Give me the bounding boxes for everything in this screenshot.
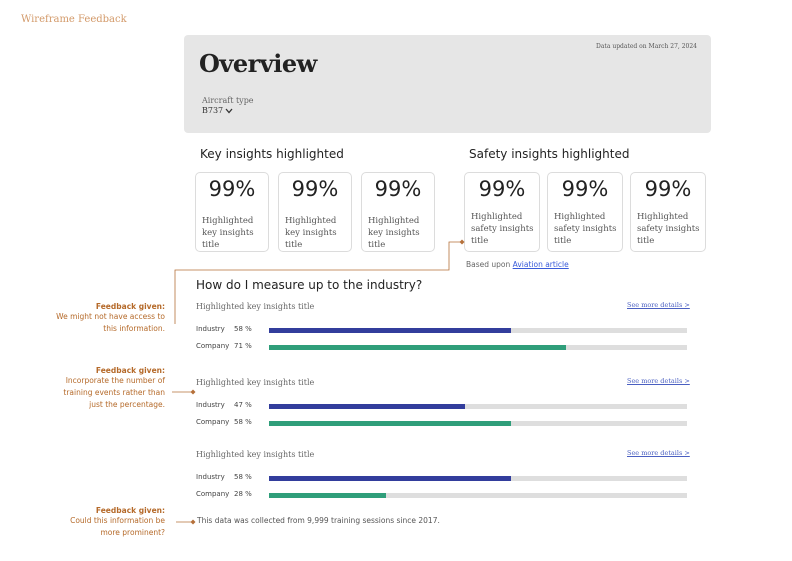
industry-comparison-heading: How do I measure up to the industry? bbox=[196, 278, 423, 292]
industry-bar-track bbox=[269, 328, 687, 333]
aircraft-type-value: B737 bbox=[202, 106, 224, 115]
feedback-note bbox=[15, 366, 165, 411]
comparison-group-title: Highlighted key insights title bbox=[196, 450, 315, 459]
industry-percent: 58 % bbox=[234, 473, 252, 481]
company-bar bbox=[269, 345, 566, 350]
comparison-group-title: Highlighted key insights title bbox=[196, 302, 315, 311]
data-source-footnote: This data was collected from 9,999 training sessions since 2017. bbox=[197, 516, 440, 525]
feedback-note bbox=[15, 506, 165, 539]
company-bar bbox=[269, 421, 511, 426]
industry-percent: 58 % bbox=[234, 325, 252, 333]
company-bar-track bbox=[269, 421, 687, 426]
source-prefix: Based upon bbox=[466, 260, 511, 269]
company-label: Company bbox=[196, 490, 230, 498]
industry-bar bbox=[269, 328, 511, 333]
company-bar-track bbox=[269, 345, 687, 350]
company-bar bbox=[269, 493, 386, 498]
insight-title: Highlighted key insights title bbox=[202, 216, 254, 250]
feedback-note bbox=[15, 302, 165, 335]
see-more-details-link[interactable]: See more details > bbox=[627, 449, 690, 457]
insight-value: 99% bbox=[478, 177, 526, 201]
insight-value: 99% bbox=[561, 177, 609, 201]
company-label: Company bbox=[196, 418, 230, 426]
feedback-line: Incorporate the number of bbox=[65, 376, 165, 385]
feedback-title: Feedback given: bbox=[95, 302, 165, 311]
industry-label: Industry bbox=[196, 325, 225, 333]
industry-bar-track bbox=[269, 476, 687, 481]
feedback-line: more prominent? bbox=[100, 528, 165, 537]
aviation-article-link[interactable]: Aviation article bbox=[512, 260, 569, 269]
insight-value: 99% bbox=[644, 177, 692, 201]
see-more-details-link[interactable]: See more details > bbox=[627, 301, 690, 309]
feedback-line: Could this information be bbox=[70, 516, 165, 525]
page-title: Overview bbox=[199, 49, 317, 78]
feedback-line: training events rather than bbox=[63, 388, 165, 397]
insight-title: Highlighted key insights title bbox=[285, 216, 337, 250]
company-percent: 58 % bbox=[234, 418, 252, 426]
insight-title: Highlighted safety insights title bbox=[471, 212, 534, 246]
feedback-title: Feedback given: bbox=[95, 506, 165, 515]
insight-value: 99% bbox=[208, 177, 256, 201]
industry-label: Industry bbox=[196, 401, 225, 409]
industry-label: Industry bbox=[196, 473, 225, 481]
feedback-line: We might not have access to bbox=[56, 312, 165, 321]
feedback-title: Feedback given: bbox=[95, 366, 165, 375]
industry-bar bbox=[269, 404, 465, 409]
insight-value: 99% bbox=[374, 177, 422, 201]
wireframe-feedback-label: Wireframe Feedback bbox=[21, 14, 127, 25]
safety-insights-heading: Safety insights highlighted bbox=[469, 147, 630, 161]
insight-title: Highlighted safety insights title bbox=[637, 212, 700, 246]
aircraft-type-label: Aircraft type bbox=[202, 96, 254, 105]
industry-bar bbox=[269, 476, 511, 481]
insight-value: 99% bbox=[291, 177, 339, 201]
feedback-line: this information. bbox=[103, 324, 165, 333]
company-percent: 28 % bbox=[234, 490, 252, 498]
data-updated-text: Data updated on March 27, 2024 bbox=[596, 43, 697, 50]
industry-bar-track bbox=[269, 404, 687, 409]
company-bar-track bbox=[269, 493, 687, 498]
key-insights-heading: Key insights highlighted bbox=[200, 147, 344, 161]
industry-percent: 47 % bbox=[234, 401, 252, 409]
insight-title: Highlighted key insights title bbox=[368, 216, 420, 250]
feedback-line: just the percentage. bbox=[89, 400, 165, 409]
comparison-group-title: Highlighted key insights title bbox=[196, 378, 315, 387]
company-percent: 71 % bbox=[234, 342, 252, 350]
company-label: Company bbox=[196, 342, 230, 350]
see-more-details-link[interactable]: See more details > bbox=[627, 377, 690, 385]
insight-title: Highlighted safety insights title bbox=[554, 212, 617, 246]
